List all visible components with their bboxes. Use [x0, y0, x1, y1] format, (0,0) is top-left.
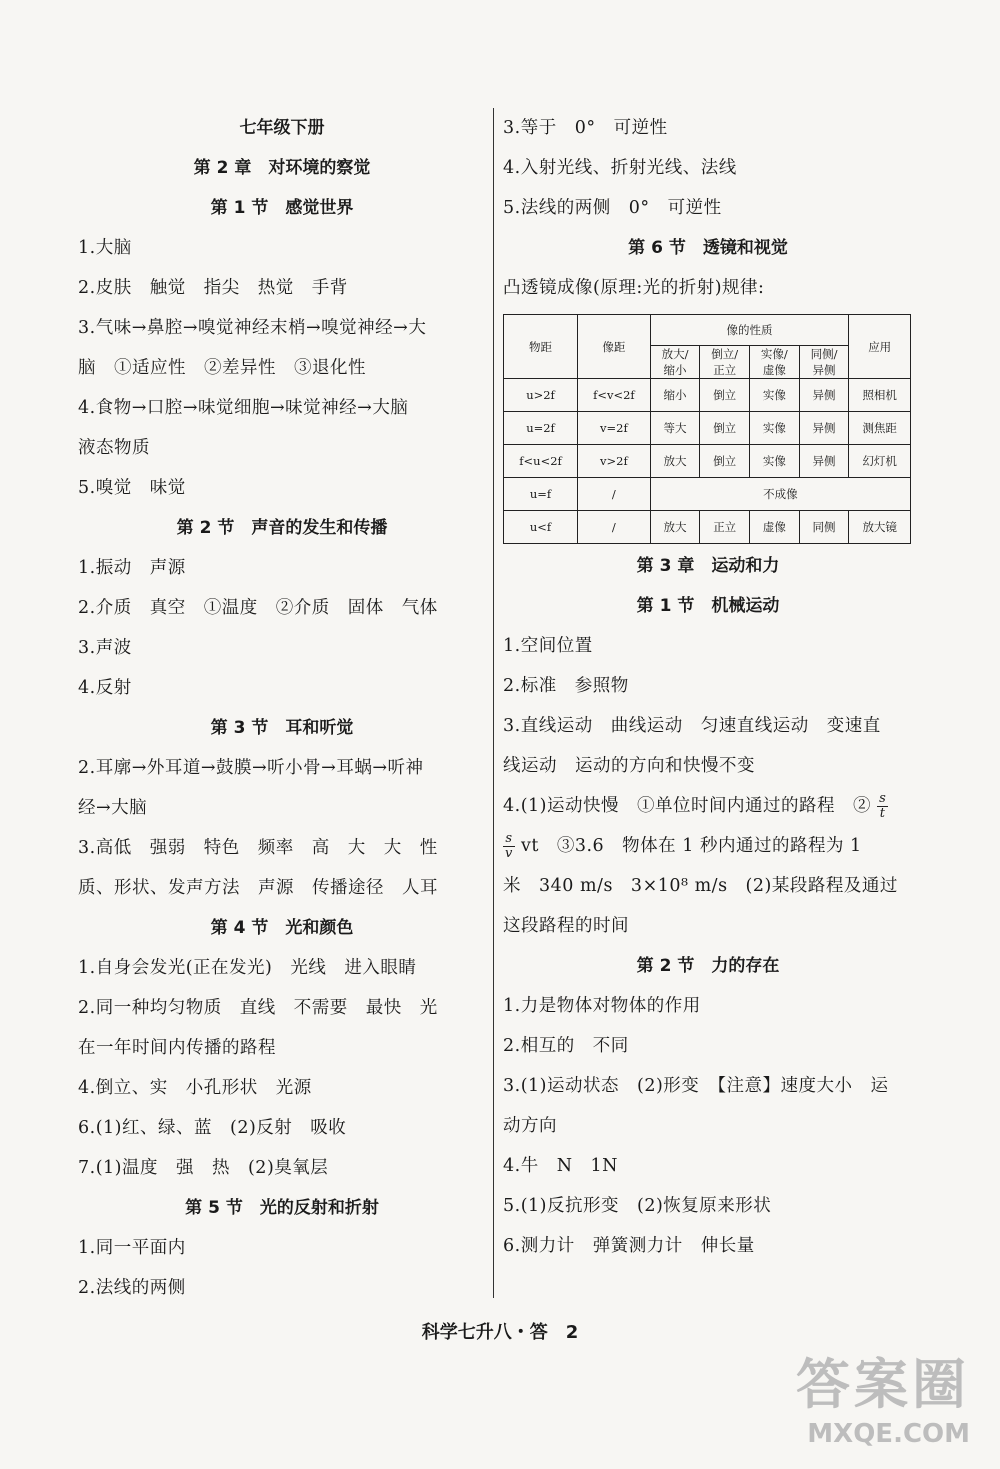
answer-line: 4.食物→口腔→味觉细胞→味觉神经→大脑 [78, 398, 409, 418]
table-cell: / [578, 511, 651, 544]
table-cell: 倒立 [700, 412, 750, 445]
answer-line: 2.标准 参照物 [503, 676, 629, 696]
table-cell: 缩小 [650, 379, 700, 412]
answer-line: 4.反射 [78, 678, 132, 698]
answer-line: 3.直线运动 曲线运动 匀速直线运动 变速直 [503, 716, 881, 736]
answer-line: 3.等于 0° 可逆性 [503, 118, 668, 138]
table-cell: 实像 [750, 412, 800, 445]
table-cell: f<u<2f [504, 445, 578, 478]
answer-line: 6.(1)红、绿、蓝 (2)反射 吸收 [78, 1118, 347, 1138]
answer-line: 1.大脑 [78, 238, 132, 258]
answer-line: 5.嗅觉 味觉 [78, 478, 186, 498]
table-cell: 放大 [650, 511, 700, 544]
answer-line: 这段路程的时间 [503, 916, 629, 936]
table-row [504, 511, 911, 544]
answer-line: 1.力是物体对物体的作用 [503, 996, 701, 1016]
watermark-text: 答案圈 [796, 1353, 970, 1416]
table-cell: u=2f [504, 412, 578, 445]
answer-line: 在一年时间内传播的路程 [78, 1038, 276, 1058]
table-cell: 异侧 [799, 412, 849, 445]
subheader-side: 同侧/ 异侧 [799, 346, 849, 379]
table-cell: 异侧 [799, 379, 849, 412]
answer-line: 脑 ①适应性 ②差异性 ③退化性 [78, 358, 366, 378]
answer-line: 经→大脑 [78, 798, 148, 818]
answer-line: 1.自身会发光(正在发光) 光线 进入眼睛 [78, 958, 417, 978]
table-cell: 正立 [700, 511, 750, 544]
lens-imaging-table [503, 314, 911, 544]
answer-line: 米 340 m/s 3×10⁸ m/s (2)某段路程及通过 [503, 876, 898, 896]
section-5-title: 第 5 节 光的反射和折射 [185, 1198, 379, 1218]
answer-text: 4.(1)运动快慢 ①单位时间内通过的路程 ② [503, 796, 871, 816]
table-cell: 测焦距 [849, 412, 911, 445]
subheader-size: 放大/ 缩小 [650, 346, 700, 379]
answer-line: 3.气味→鼻腔→嗅觉神经末梢→嗅觉神经→大 [78, 318, 427, 338]
chapter-3-title: 第 3 章 运动和力 [636, 556, 780, 576]
answer-line: 4.倒立、实 小孔形状 光源 [78, 1078, 312, 1098]
answer-line: 动方向 [503, 1116, 557, 1136]
fraction-s-over-v: $\frac{s}{v}$ [505, 831, 513, 861]
table-cell: 实像 [750, 379, 800, 412]
header-application: 应用 [849, 315, 911, 379]
table-cell: 放大镜 [849, 511, 911, 544]
table-row [504, 379, 911, 412]
answer-line: 2.耳廓→外耳道→鼓膜→听小骨→耳蜗→听神 [78, 758, 424, 778]
answer-line: 7.(1)温度 强 热 (2)臭氧层 [78, 1158, 329, 1178]
left-column [78, 108, 486, 1308]
table-cell: 等大 [650, 412, 700, 445]
answer-line: 2.相互的 不同 [503, 1036, 629, 1056]
table-row [504, 478, 911, 511]
table-cell: u<f [504, 511, 578, 544]
answer-line: 3.(1)运动状态 (2)形变 【注意】速度大小 运 [503, 1076, 889, 1096]
answer-line: 6.测力计 弹簧测力计 伸长量 [503, 1236, 755, 1256]
answer-line: 3.高低 强弱 特色 频率 高 大 大 性 [78, 838, 438, 858]
right-column [503, 108, 913, 1266]
table-row [504, 412, 911, 445]
header-image-nature: 像的性质 [650, 315, 849, 346]
table-cell: 虚像 [750, 511, 800, 544]
answer-line: 1.振动 声源 [78, 558, 186, 578]
section-2-title: 第 2 节 声音的发生和传播 [176, 518, 388, 538]
chapter-2-title: 第 2 章 对环境的察觉 [193, 158, 371, 178]
column-divider [493, 108, 494, 1298]
table-intro: 凸透镜成像(原理:光的折射)规律: [503, 278, 765, 298]
answer-line-with-fraction [503, 786, 913, 826]
subheader-real-virtual: 实像/ 虚像 [750, 346, 800, 379]
table-cell: 不成像 [650, 478, 910, 511]
answer-line: 质、形状、发声方法 声源 传播途径 人耳 [78, 878, 438, 898]
answer-line: 2.法线的两侧 [78, 1278, 186, 1298]
table-cell: 异侧 [799, 445, 849, 478]
table-cell: 同侧 [799, 511, 849, 544]
section-4-title: 第 4 节 光和颜色 [210, 918, 354, 938]
table-cell: f<v<2f [578, 379, 651, 412]
answer-line: 4.入射光线、折射光线、法线 [503, 158, 737, 178]
answer-line: 线运动 运动的方向和快慢不变 [503, 756, 755, 776]
answer-line: 1.空间位置 [503, 636, 593, 656]
answer-line-with-fraction [503, 826, 913, 866]
subheader-orientation: 倒立/ 正立 [700, 346, 750, 379]
table-cell: v>2f [578, 445, 651, 478]
table-cell: 实像 [750, 445, 800, 478]
table-cell: 倒立 [700, 379, 750, 412]
section-3-title: 第 3 节 耳和听觉 [210, 718, 354, 738]
answer-text: vt ③3.6 物体在 1 秒内通过的路程为 1 [520, 836, 862, 856]
answer-line: 液态物质 [78, 438, 150, 458]
table-cell: u=f [504, 478, 578, 511]
answer-line: 1.同一平面内 [78, 1238, 186, 1258]
header-object-distance: 物距 [504, 315, 578, 379]
answer-line: 3.声波 [78, 638, 132, 658]
book-title: 七年级下册 [239, 118, 325, 138]
table-cell: v=2f [578, 412, 651, 445]
answer-line: 2.介质 真空 ①温度 ②介质 固体 气体 [78, 598, 438, 618]
answer-line: 5.(1)反抗形变 (2)恢复原来形状 [503, 1196, 772, 1216]
section-6-title: 第 6 节 透镜和视觉 [628, 238, 788, 258]
fraction-s-over-t: $\frac{s}{t}$ [879, 791, 887, 821]
watermark-url: MXQE.COM [807, 1419, 970, 1449]
table-row [504, 445, 911, 478]
chapter-3-section-2-title: 第 2 节 力的存在 [636, 956, 780, 976]
table-cell: u>2f [504, 379, 578, 412]
table-cell: 幻灯机 [849, 445, 911, 478]
table-cell: 倒立 [700, 445, 750, 478]
table-cell: 放大 [650, 445, 700, 478]
page-footer: 科学七升八・答 2 [421, 1322, 579, 1343]
answer-line: 2.皮肤 触觉 指尖 热觉 手背 [78, 278, 348, 298]
answer-line: 2.同一种均匀物质 直线 不需要 最快 光 [78, 998, 438, 1018]
table-cell: 照相机 [849, 379, 911, 412]
answer-line: 5.法线的两侧 0° 可逆性 [503, 198, 722, 218]
section-1-title: 第 1 节 感觉世界 [210, 198, 354, 218]
table-cell: / [578, 478, 651, 511]
chapter-3-section-1-title: 第 1 节 机械运动 [636, 596, 780, 616]
watermark-logo [796, 1342, 970, 1449]
header-image-distance: 像距 [578, 315, 651, 379]
answer-line: 4.牛 N 1N [503, 1156, 618, 1176]
